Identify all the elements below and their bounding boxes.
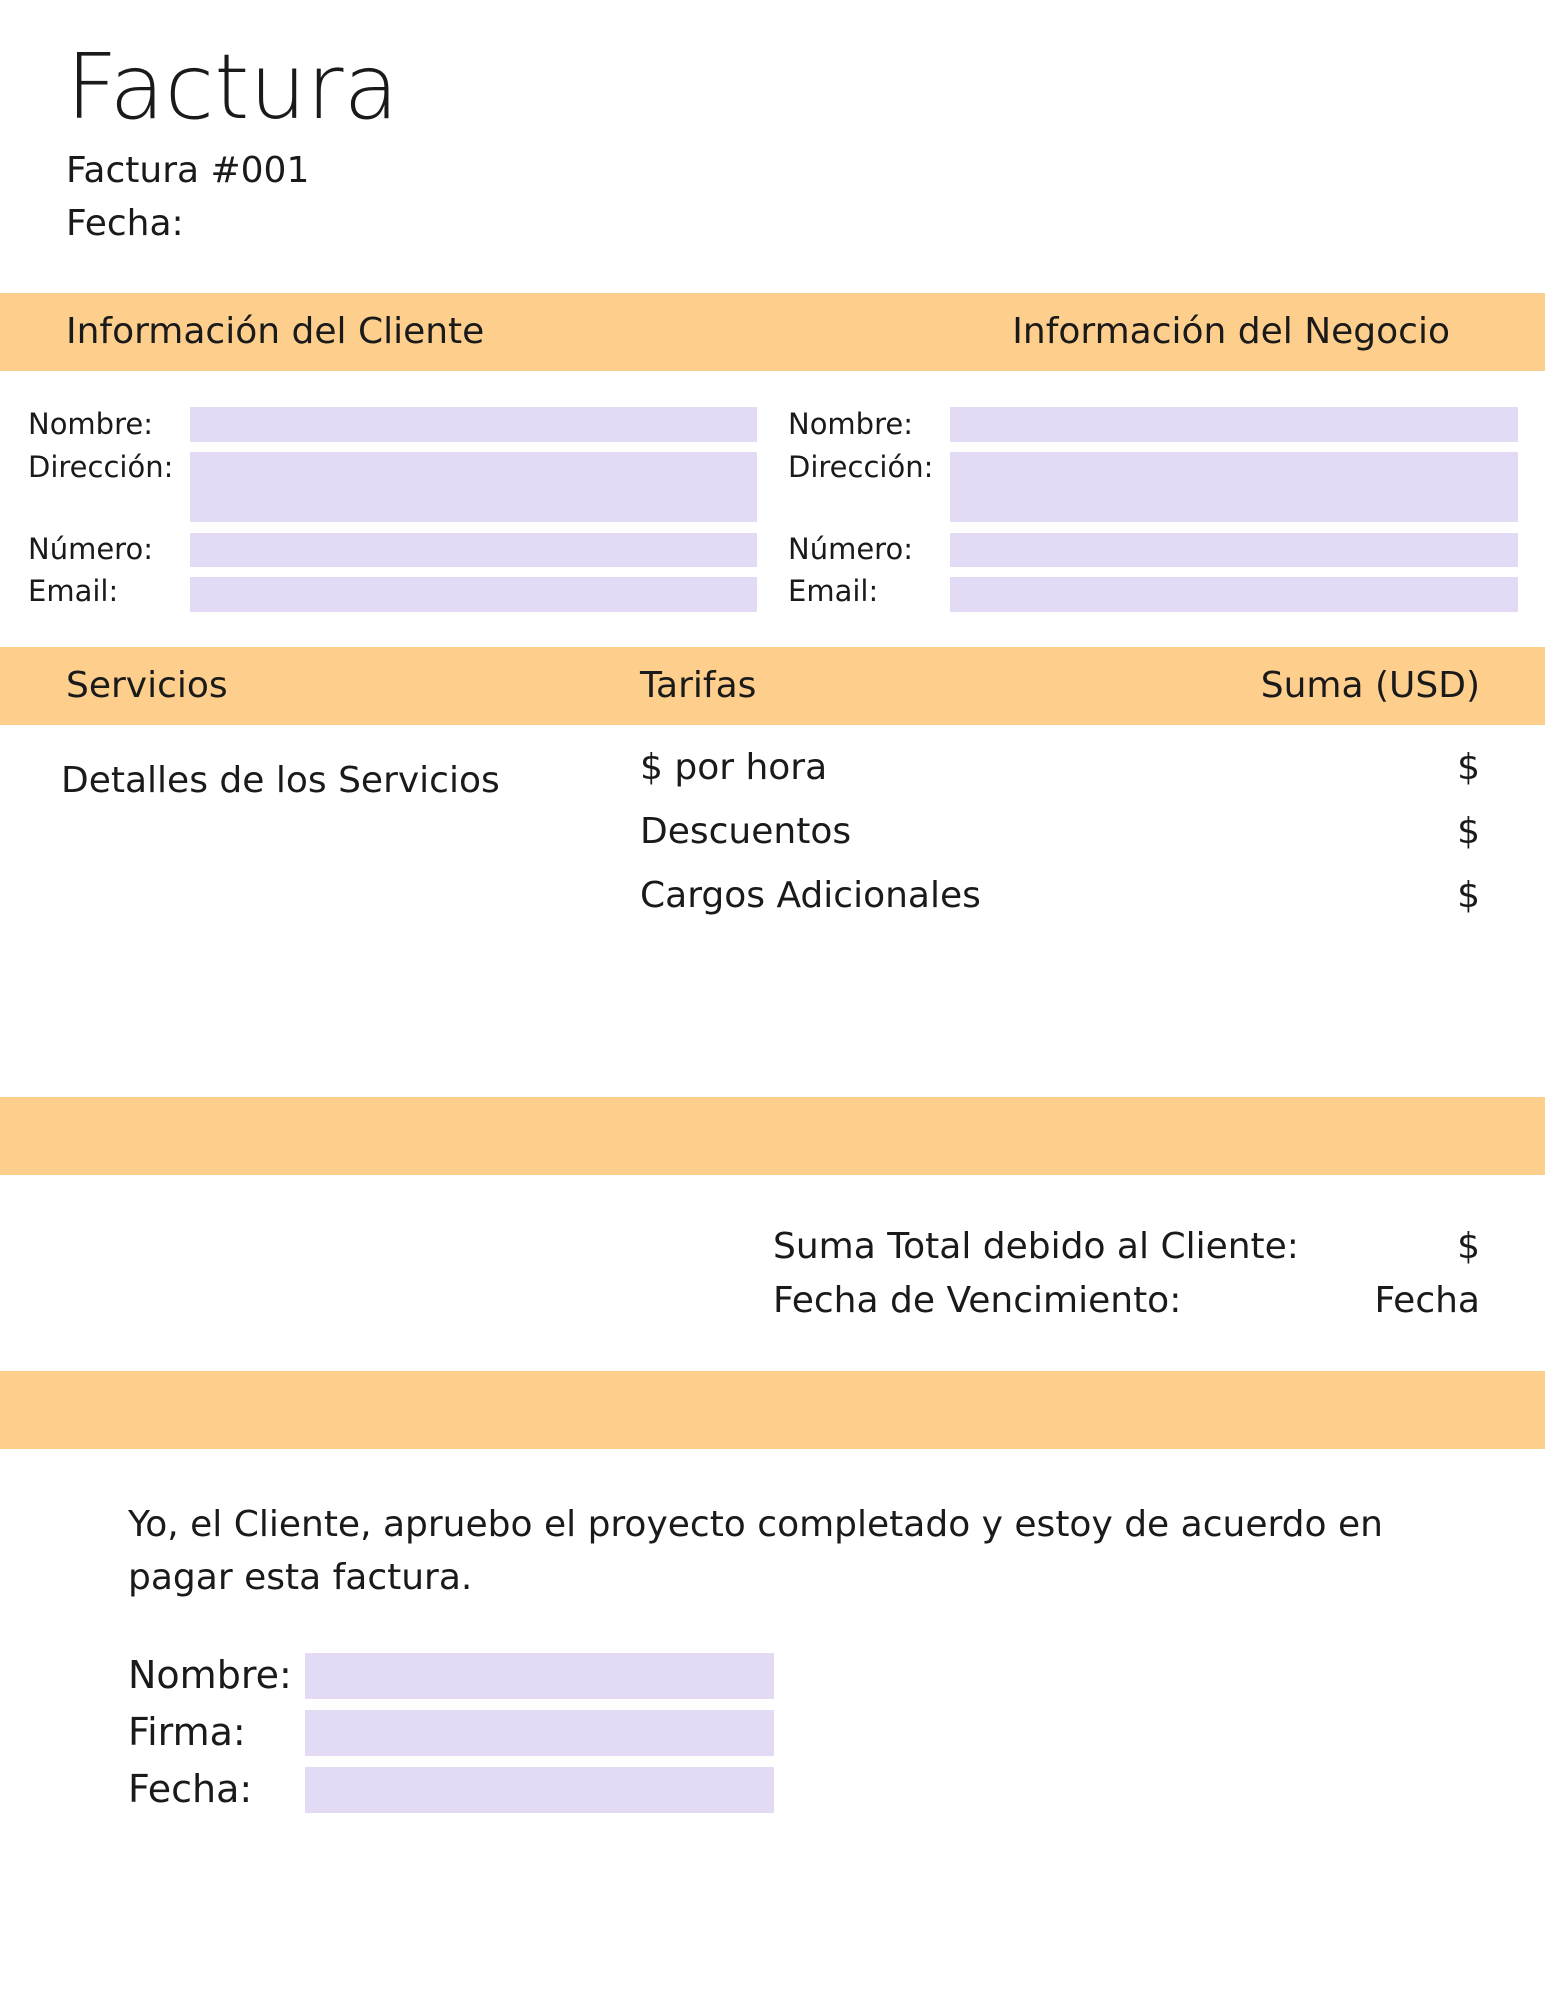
- info-header-band: [0, 293, 1545, 371]
- business-email-label: Email:: [788, 574, 879, 608]
- invoice-title: Factura: [66, 35, 399, 140]
- approval-date-label: Fecha:: [128, 1767, 253, 1811]
- approval-signature-label: Firma:: [128, 1710, 246, 1754]
- rate-row-label: $ por hora: [640, 747, 828, 788]
- business-number-label: Número:: [788, 532, 913, 566]
- business-address-label: Dirección:: [788, 450, 934, 484]
- business-number-field[interactable]: [950, 533, 1518, 567]
- approval-statement: Yo, el Cliente, apruebo el proyecto completado y estoy de acuerdo en pagar esta factura.: [128, 1504, 1383, 1598]
- separator-band: [0, 1371, 1545, 1449]
- rate-row-amount: $: [1457, 875, 1480, 916]
- rate-row-amount: $: [1457, 747, 1480, 788]
- business-name-label: Nombre:: [788, 407, 913, 441]
- approval-name-label: Nombre:: [128, 1653, 292, 1697]
- business-name-field[interactable]: [950, 407, 1518, 442]
- services-header-band: [0, 647, 1545, 725]
- rate-row-amount: $: [1457, 811, 1480, 852]
- total-due-label: Suma Total debido al Cliente:: [773, 1226, 1299, 1267]
- rate-row-label: Descuentos: [640, 811, 852, 852]
- client-name-field[interactable]: [190, 407, 757, 442]
- approval-name-field[interactable]: [305, 1653, 774, 1699]
- separator-band: [0, 1097, 1545, 1175]
- invoice-number: Factura #001: [66, 150, 310, 191]
- client-info-heading: Información del Cliente: [66, 311, 485, 352]
- client-email-field[interactable]: [190, 577, 757, 612]
- amount-column-header: Suma (USD): [1260, 665, 1480, 706]
- client-email-label: Email:: [28, 574, 119, 608]
- client-address-field[interactable]: [190, 452, 757, 522]
- client-number-label: Número:: [28, 532, 153, 566]
- approval-date-field[interactable]: [305, 1767, 774, 1813]
- rate-row-label: Cargos Adicionales: [640, 875, 981, 916]
- client-name-label: Nombre:: [28, 407, 153, 441]
- services-column-header: Servicios: [66, 665, 228, 706]
- client-address-label: Dirección:: [28, 450, 174, 484]
- business-info-heading: Información del Negocio: [1012, 311, 1450, 352]
- total-due-value: $: [1457, 1226, 1480, 1267]
- business-email-field[interactable]: [950, 577, 1518, 612]
- business-address-field[interactable]: [950, 452, 1518, 522]
- due-date-value: Fecha: [1374, 1280, 1480, 1321]
- approval-signature-field[interactable]: [305, 1710, 774, 1756]
- rates-column-header: Tarifas: [640, 665, 757, 706]
- client-number-field[interactable]: [190, 533, 757, 567]
- service-details-label: Detalles de los Servicios: [61, 760, 500, 801]
- due-date-label: Fecha de Vencimiento:: [773, 1280, 1182, 1321]
- invoice-date-label: Fecha:: [66, 203, 184, 244]
